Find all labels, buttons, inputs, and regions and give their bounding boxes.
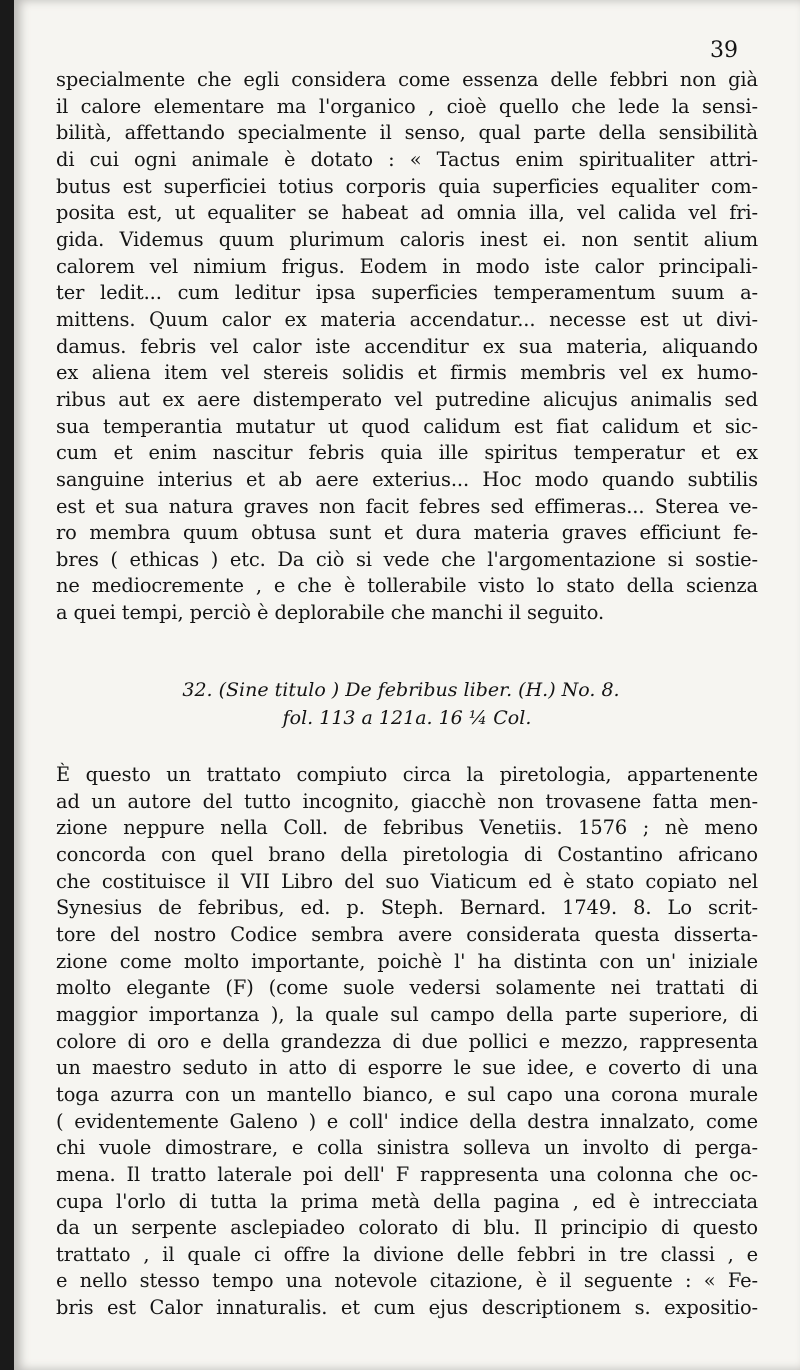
text-line: specialmente che egli considera come essenza delle febbri non già [56,68,758,91]
text-line: cupa l'orlo di tutta la prima metà della pagina , ed è intrecciata [56,1189,758,1213]
text-line: mittens. Quum calor ex materia accendatur... necesse est ut divi- [56,307,758,331]
text-line: tore del nostro Codice sembra avere considerata questa disserta- [56,922,758,946]
text-line: zione neppure nella Coll. de febribus Venetiis. 1576 ; nè meno [56,816,758,840]
text-line: ad un autore del tutto incognito, giacchè non trovasene fatta men- [56,789,758,813]
paragraph-1 [56,67,758,627]
text-line: molto elegante (F) (come suole vedersi solamente nei trattati di [56,976,758,1000]
text-line: chi vuole dimostrare, e colla sinistra solleva un involto di perga- [56,1136,758,1160]
text-line: damus. febris vel calor iste accenditur ex sua materia, aliquando [56,334,758,358]
text-line: est et sua natura graves non facit febres sed effimeras... Sterea ve- [56,494,758,518]
book-page [14,0,800,1370]
text-line: zione come molto importante, poichè l' ha distinta con un' iniziale [56,949,758,973]
text-line: ter ledit... cum leditur ipsa superficies temperamentum suum a- [56,281,758,305]
text-line: e nello stesso tempo una notevole citazione, è il seguente : « Fe- [56,1269,758,1293]
text-line: bris est Calor innaturalis. et cum ejus descriptionem s. expositio- [56,1296,758,1320]
section-subheading: fol. 113 a 121a. 16 ¼ Col. [282,707,532,729]
paragraph-2 [56,762,758,1322]
text-line: sua temperantia mutatur ut quod calidum est fiat calidum et sic- [56,414,758,438]
text-line: sanguine interius et ab aere exterius... Hoc modo quando subtilis [56,467,758,491]
text-line: calorem vel nimium frigus. Eodem in modo iste calor principali- [56,254,758,278]
text-line: maggior importanza ), la quale sul campo della parte superiore, di [56,1002,758,1026]
page-number: 39 [710,38,738,63]
text-line: mena. Il tratto laterale poi dell' F rappresenta una colonna che oc- [56,1162,758,1186]
text-line: concorda con quel brano della piretologia di Costantino africano [56,842,758,866]
text-line: ex aliena item vel stereis solidis et firmis membris vel ex humo- [56,361,758,385]
text-line: bres ( ethicas ) etc. Da ciò si vede che l'argomentazione si sostie- [56,547,758,571]
text-line: ro membra quum obtusa sunt et dura materia graves efficiunt fe- [56,521,758,545]
text-line: cum et enim nascitur febris quia ille spiritus temperatur et ex [56,441,758,465]
text-line: gida. Videmus quum plurimum caloris inest ei. non sentit alium [56,227,758,251]
text-line: bilità, affettando specialmente il senso, qual parte della sensibilità [56,121,758,145]
text-line: posita est, ut equaliter se habeat ad omnia illa, vel calida vel fri- [56,201,758,225]
text-line: ne mediocremente , e che è tollerabile visto lo stato della scienza [56,574,758,598]
text-line: ( evidentemente Galeno ) e coll' indice della destra innalzato, come [56,1109,758,1133]
text-line: ribus aut ex aere distemperato vel putredine alicujus animalis sed [56,387,758,411]
text-line: di cui ogni animale è dotato : « Tactus enim spiritualiter attri- [56,147,758,171]
text-line: il calore elementare ma l'organico , cioè quello che lede la sensi- [56,94,758,118]
text-line: colore di oro e della grandezza di due pollici e mezzo, rappresenta [56,1029,758,1053]
section-heading: 32. (Sine titulo ) De febribus liber. (H.) No. 8. [182,679,620,701]
text-line: È questo un trattato compiuto circa la piretologia, appartenente [56,763,758,786]
text-line: da un serpente asclepiadeo colorato di blu. Il principio di questo [56,1216,758,1240]
text-line: toga azurra con un mantello bianco, e sul capo una corona murale [56,1082,758,1106]
text-line: a quei tempi, perciò è deplorabile che manchi il seguito. [56,601,605,625]
text-line: butus est superficiei totius corporis quia superficies equaliter com- [56,174,758,198]
text-line: un maestro seduto in atto di esporre le sue idee, e coverto di una [56,1056,758,1080]
text-line: che costituisce il VII Libro del suo Viaticum ed è stato copiato nel [56,869,758,893]
text-line: trattato , il quale ci offre la divione delle febbri in tre classi , e [56,1242,758,1266]
text-line: Synesius de febribus, ed. p. Steph. Bernard. 1749. 8. Lo scrit- [56,896,758,920]
